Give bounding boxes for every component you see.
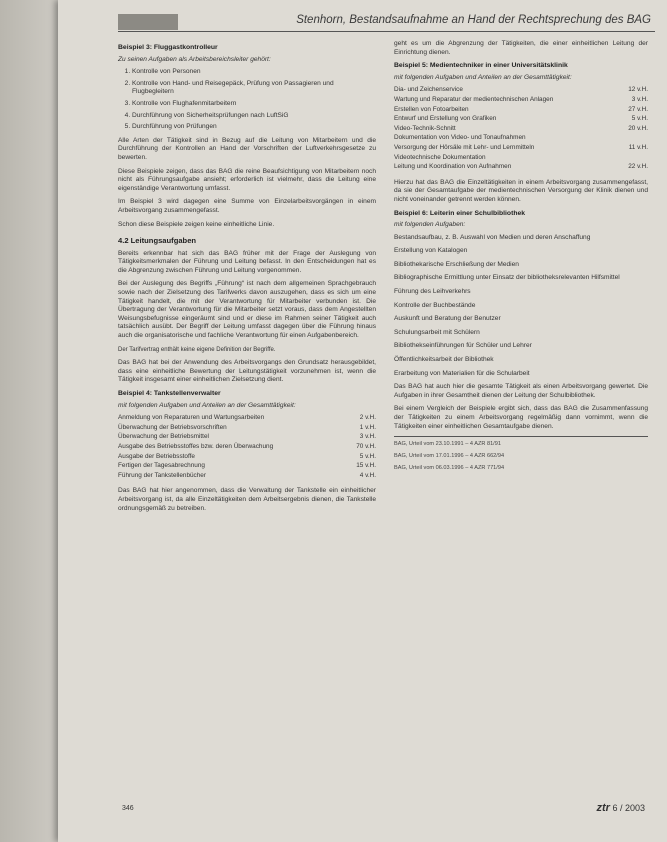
- share-cell: 27 v.H.: [628, 105, 648, 113]
- section-tab: [118, 14, 178, 30]
- task-cell: Fertigen der Tagesabrechnung: [118, 462, 205, 470]
- share-cell: 12 v.H.: [628, 86, 648, 94]
- table-row: [394, 86, 648, 96]
- table-row: [394, 163, 648, 173]
- list-item: Bestandsaufbau, z. B. Auswahl von Medien und deren Anschaffung: [394, 233, 591, 241]
- list-item: 2. Kontrolle von Hand- und Reisegepäck, Prüfung von Passagieren und Flugbegleitern: [132, 80, 376, 97]
- list-item: 1. Kontrolle von Personen: [132, 68, 376, 77]
- paragraph: Im Beispiel 3 wird dagegen eine Summe von Einzelarbeitsvorgängen in einem Arbeitsvorgang zusammengefasst.: [118, 198, 376, 214]
- share-cell: 15 v.H.: [356, 462, 376, 470]
- example-3-intro: Zu seinen Aufgaben als Arbeitsbereichsleiter gehört:: [118, 55, 271, 63]
- task-cell: Video-Technik-Schnitt: [394, 124, 456, 132]
- paragraph: geht es um die Abgrenzung der Tätigkeiten, die einer einheitlichen Leitung der Einrichtung dienen.: [394, 40, 648, 56]
- paragraph: Das BAG hat auch hier die gesamte Tätigkeit als einen Arbeitsvorgang gewertet. Die Aufgaben in ihrer Gesamtheit dienen der Leitung der Schulbibliothek.: [394, 383, 648, 399]
- example-5-intro: mit folgenden Aufgaben und Anteilen an der Gesamttätigkeit:: [394, 73, 572, 81]
- share-cell: 22 v.H.: [628, 163, 648, 171]
- paragraph: Bereits erkennbar hat sich das BAG früher mit der Frage der Auslegung von Tätigkeitsmerkmalen der Führung und Leitung befasst. In den Entscheidungen hat es die Abgrenzung zwischen Führung und Leitung vorgenommen.: [118, 249, 376, 274]
- example-3-list: [118, 68, 376, 132]
- table-row: [118, 453, 376, 463]
- list-item: Schulungsarbeit mit Schülern: [394, 328, 480, 336]
- share-cell: [610, 134, 648, 144]
- task-cell: Dia- und Zeichenservice: [394, 86, 463, 94]
- footnote: BAG, Urteil vom 17.01.1996 – 4 AZR 662/94: [394, 453, 505, 460]
- paragraph: Diese Beispiele zeigen, dass das BAG die reine Beaufsichtigung von Mitarbeitern noch nicht als Führungsaufgabe ansieht; erforderlich ist vielmehr, dass die Leitung eine eigenständige Verantwortung umfasst.: [118, 167, 376, 192]
- share-cell: 70 v.H.: [356, 442, 376, 450]
- paragraph: Bei der Auslegung des Begriffs „Führung“ ist nach dem allgemeinen Sprachgebrauch sowie nach der Zielsetzung des Tarifwerks davon auszugehen, dass es sich um eine Tätigkeit handelt, die mit der Verantwortung für Mitarbeiter verbunden ist. Die Übertragung der Verantwortung für die Mitarbeiter setzt voraus, dass dem Angestellten Weisungsbefugnisse eingeräumt sind und er diese im Rahmen seiner Tätigkeit auch tatsächlich ausübt. Der Begriff der Leitung umfasst dagegen über die Führung hinaus auch die organisatorische und fachliche Verantwortung für einen Aufgabenbereich.: [118, 280, 376, 340]
- section-4-2-heading: 4.2 Leitungsaufgaben: [118, 236, 197, 246]
- paragraph: Alle Arten der Tätigkeit sind in Bezug auf die Leitung von Mitarbeitern und die Durchführung der Kontrollen an Hand der Vorschriften der Luftverkehrsgesetze zu bewerten.: [118, 136, 376, 161]
- list-item: Führung des Leihverkehrs: [394, 288, 471, 296]
- share-cell: 5 v.H.: [359, 452, 376, 460]
- task-cell: Überwachung der Betriebsmittel: [118, 433, 209, 441]
- note: Der Tarifvertrag enthält keine eigene Definition der Begriffe.: [118, 346, 276, 353]
- footnote: BAG, Urteil vom 06.03.1996 – 4 AZR 771/94: [394, 465, 505, 472]
- issue-info: [597, 802, 646, 814]
- binding-gutter: [0, 0, 58, 842]
- list-item: Erarbeitung von Materialien für die Schularbeit: [394, 369, 530, 377]
- table-row: [118, 462, 376, 472]
- left-column: [118, 40, 376, 518]
- list-item: Bibliothekseinführungen für Schüler und Lehrer: [394, 342, 532, 350]
- list-item: Bibliographische Ermittlung unter Einsatz der bibliotheksrelevanten Hilfsmittel: [394, 274, 620, 282]
- table-row: [118, 424, 376, 434]
- share-cell: 5 v.H.: [631, 115, 648, 123]
- table-row: [118, 433, 376, 443]
- list-item: Kontrolle der Buchbestände: [394, 301, 476, 309]
- example-4-table: [118, 414, 376, 481]
- footnote-rule: [394, 436, 648, 437]
- example-6-heading: Beispiel 6: Leiterin einer Schulbibliothek: [394, 209, 526, 217]
- task-cell: Ausgabe des Betriebsstoffes bzw. deren Überwachung: [118, 442, 274, 450]
- task-cell: Überwachung der Betriebsvorschriften: [118, 423, 227, 431]
- table-row: [118, 443, 376, 453]
- table-row: [394, 144, 648, 154]
- table-row: [394, 115, 648, 125]
- list-item: Bibliothekarische Erschließung der Medien: [394, 260, 519, 268]
- task-cell: Wartung und Reparatur der medientechnischen Anlagen: [394, 95, 554, 103]
- table-row: [118, 414, 376, 424]
- journal-logo: ztr: [596, 802, 610, 814]
- task-cell: Ausgabe der Betriebsstoffe: [118, 452, 195, 460]
- task-cell: Videotechnische Dokumentation: [394, 153, 486, 161]
- share-cell: 1 v.H.: [359, 423, 376, 431]
- right-column: [394, 40, 648, 477]
- list-item: 4. Durchführung von Sicherheitsprüfungen nach LuftSiG: [132, 112, 376, 121]
- share-cell: 11 v.H.: [628, 143, 648, 151]
- example-4-intro: mit folgenden Aufgaben und Anteilen an der Gesamttätigkeit:: [118, 401, 296, 409]
- task-cell: Anmeldung von Reparaturen und Wartungsarbeiten: [118, 414, 265, 422]
- paragraph: Bei einem Vergleich der Beispiele ergibt sich, dass das BAG die Zusammenfassung der Tätigkeiten zu einem Arbeitsvorgang regelmäßig dann vornimmt, wenn die Tätigkeiten einer einheitlichen Gesamtaufgabe dienen.: [394, 405, 648, 430]
- task-cell: Führung der Tankstellenbücher: [118, 471, 206, 479]
- table-row: [394, 125, 648, 135]
- table-row: [394, 134, 648, 144]
- running-title: Stenhorn, Bestandsaufnahme an Hand der Rechtsprechung des BAG: [296, 14, 651, 26]
- share-cell: 4 v.H.: [359, 471, 376, 479]
- issue-number: 6 / 2003: [612, 803, 645, 813]
- example-4-heading: Beispiel 4: Tankstellenverwalter: [118, 390, 221, 397]
- share-cell: 3 v.H.: [359, 433, 376, 441]
- task-cell: Entwurf und Erstellung von Grafiken: [394, 115, 497, 123]
- paragraph: Das BAG hat hier angenommen, dass die Verwaltung der Tankstelle ein einheitlicher Arbeitsvorgang ist, da alle Einzeltätigkeiten dem Arbeitsergebnis dienen, die Tankstelle ordnungsgemäß zu betreiben.: [118, 487, 376, 512]
- header-rule: [118, 31, 655, 32]
- table-row: [394, 106, 648, 116]
- example-6-intro: mit folgenden Aufgaben:: [394, 221, 466, 229]
- share-cell: [610, 154, 648, 164]
- list-item: Erstellung von Katalogen: [394, 247, 468, 255]
- table-row: [118, 472, 376, 482]
- task-cell: Versorgung der Hörsäle mit Lehr- und Lernmitteln: [394, 143, 535, 151]
- table-row: [394, 154, 648, 164]
- example-3-heading: Beispiel 3: Fluggastkontrolleur: [118, 44, 218, 51]
- share-cell: 3 v.H.: [631, 95, 648, 103]
- task-cell: Dokumentation von Video- und Tonaufnahmen: [394, 134, 526, 142]
- page-number: 346: [122, 805, 134, 812]
- list-item: 5. Durchführung von Prüfungen: [132, 123, 376, 132]
- footnote: BAG, Urteil vom 23.10.1991 – 4 AZR 81/91: [394, 441, 501, 448]
- list-item: Öffentlichkeitsarbeit der Bibliothek: [394, 356, 494, 364]
- share-cell: 2 v.H.: [359, 414, 376, 422]
- example-5-heading: Beispiel 5: Medientechniker in einer Universitätsklinik: [394, 62, 568, 70]
- paragraph: Schon diese Beispiele zeigen keine einheitliche Linie.: [118, 220, 275, 228]
- list-item: Auskunft und Beratung der Benutzer: [394, 315, 501, 323]
- list-item: 3. Kontrolle von Flughafenmitarbeitern: [132, 100, 376, 109]
- paragraph: Das BAG hat bei der Anwendung des Arbeitsvorgangs den Grundsatz herausgebildet, dass eine einheitliche Bewertung der Leitungstätigkeit vorzunehmen ist, wenn die Tätigkeit insgesamt einer einheitlichen Zielsetzung dient.: [118, 359, 376, 384]
- paragraph: Hierzu hat das BAG die Einzeltätigkeiten in einem Arbeitsvorgang zusammengefasst, da sie der Gesamtaufgabe der medientechnischen Versorgung der Klinik dienen und nicht voneinander getrennt werden können.: [394, 178, 648, 203]
- example-5-table: [394, 86, 648, 172]
- task-cell: Leitung und Koordination von Aufnahmen: [394, 163, 512, 171]
- table-row: [394, 96, 648, 106]
- task-cell: Erstellen von Fotoarbeiten: [394, 105, 469, 113]
- share-cell: 20 v.H.: [628, 124, 648, 132]
